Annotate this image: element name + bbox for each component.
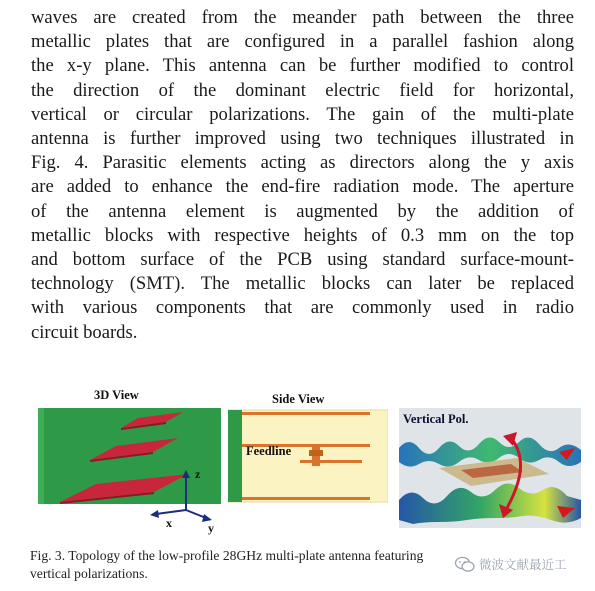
paragraph-line: vertical or circular polarizations. The gain of the multi-plate: [31, 103, 574, 125]
figure-panel-3d-view: [38, 388, 221, 538]
paragraph-line: and bottom surface of the PCB using standard surface-mount-: [31, 249, 574, 271]
paragraph-line: metallic blocks with respective heights of 0.3 mm on the top: [31, 224, 574, 246]
panel-title-vertical-pol: Vertical Pol.: [403, 412, 469, 426]
figure-panel-vertical-pol: [399, 408, 581, 528]
wechat-icon: [455, 556, 475, 573]
watermark-text: 微波文献最近工: [479, 557, 567, 572]
feedline-label: Feedline: [246, 444, 292, 458]
body-paragraph: [31, 6, 574, 345]
caption-line: Fig. 3. Topology of the low-profile 28GHz multi-plate antenna featuring: [30, 548, 424, 563]
axis-label-y: y: [208, 521, 214, 535]
wechat-watermark: [452, 553, 570, 575]
paragraph-line: with various components that are commonly used in radio: [31, 297, 574, 319]
figure-panel-side-view: [228, 390, 388, 504]
panel-title-3d-view: 3D View: [94, 388, 139, 402]
paragraph-line: of the antenna element is augmented by the addition of: [31, 200, 574, 222]
caption-line: vertical polarizations.: [30, 566, 148, 581]
paragraph-line: Fig. 4. Parasitic elements acting as directors along the y axis: [31, 152, 574, 174]
paragraph-line: waves are created from the meander path between the three: [31, 7, 574, 28]
axis-label-z: z: [195, 467, 201, 481]
paragraph-line: are added to enhance the end-fire radiation mode. The aperture: [31, 176, 574, 198]
paragraph-line: circuit boards.: [31, 321, 138, 343]
paragraph-line: antenna is further improved using two techniques illustrated in: [31, 128, 574, 150]
paragraph-line: technology (SMT). The metallic blocks can later be replaced: [31, 273, 574, 295]
3d-view-illustration: [38, 388, 221, 538]
paragraph-line: the x-y plane. This antenna can be further modified to control: [31, 55, 574, 77]
paragraph-line: the direction of the dominant electric field for horizontal,: [31, 79, 574, 101]
panel-title-side-view: Side View: [272, 392, 325, 406]
axis-label-x: x: [166, 516, 172, 530]
paragraph-line: metallic plates that are configured in a parallel fashion along: [31, 31, 574, 53]
